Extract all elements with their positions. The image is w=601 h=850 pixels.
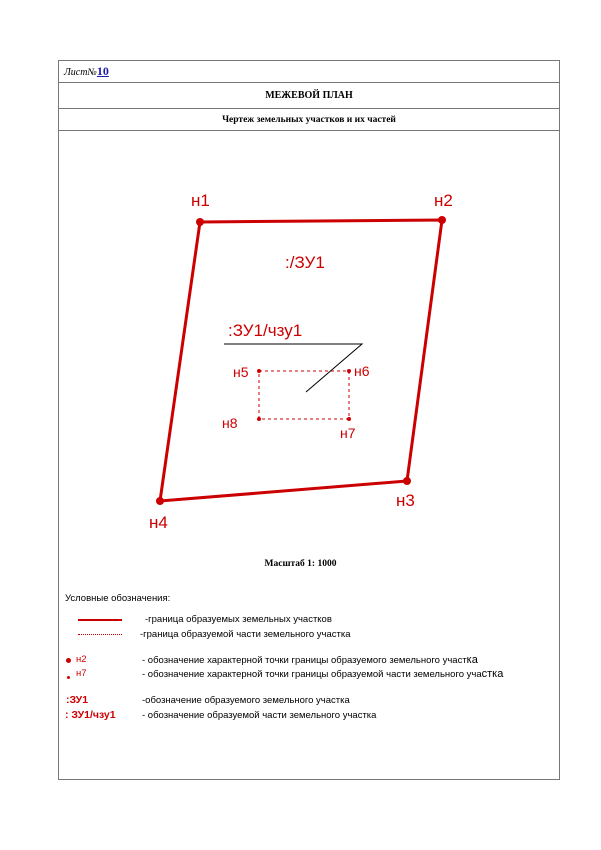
point-n2-marker	[438, 216, 446, 224]
point-n3-label: н3	[396, 491, 415, 510]
part-label: :ЗУ1/чзу1	[228, 321, 303, 340]
sheet-label: Лист№	[64, 67, 97, 78]
legend-item-part-point-text: - обозначение характерной точки границы образуемой части земельного уча	[142, 669, 482, 680]
point-n5-label: н5	[233, 364, 249, 380]
legend-solid-line-symbol	[78, 619, 122, 621]
legend-item-part-point-tail: стка	[481, 668, 504, 680]
point-n5-marker	[257, 369, 261, 373]
legend-dotted-line-symbol	[78, 634, 122, 635]
legend-large-dot-symbol	[66, 658, 71, 663]
point-n3-marker	[403, 477, 411, 485]
legend-heading: Условные обозначения:	[65, 593, 171, 604]
legend-code-n2: н2	[76, 654, 87, 665]
drawing-subtitle: Чертеж земельных участков и их частей	[222, 115, 396, 125]
point-n4-marker	[156, 497, 164, 505]
parcel-label: :/ЗУ1	[285, 253, 325, 272]
sheet-number-link[interactable]: 10	[96, 64, 109, 78]
point-n6-label: н6	[354, 363, 370, 379]
point-n6-marker	[347, 369, 351, 373]
legend-item-parcel-point-text: - обозначение характерной точки границы образуемого земельного участ	[142, 655, 467, 666]
legend-code-n7: н7	[76, 668, 87, 679]
legend-item-part-point	[142, 668, 503, 680]
point-n7-label: н7	[340, 425, 356, 441]
legend-item-parcel-designation: -обозначение образуемого земельного участка	[142, 695, 350, 706]
point-n8-marker	[257, 417, 261, 421]
part-boundary	[259, 371, 349, 419]
legend-item-part-designation: - обозначение образуемой части земельного участка	[142, 710, 377, 721]
legend-item-parcel-point-tail: ка	[466, 654, 478, 666]
legend-item-part-boundary: -граница образуемой части земельного участка	[140, 629, 351, 640]
scale-text: Масштаб 1: 1000	[264, 559, 337, 569]
document-title: МЕЖЕВОЙ ПЛАН	[265, 90, 353, 101]
legend-item-parcel-point	[142, 654, 478, 666]
legend-item-parcel-boundary: -граница образуемых земельных участков	[145, 614, 332, 625]
point-n2-label: н2	[434, 191, 453, 210]
point-n8-label: н8	[222, 415, 238, 431]
legend-small-dot-symbol	[67, 676, 70, 679]
point-n1-label: н1	[191, 191, 210, 210]
legend-code-zu1: :ЗУ1	[66, 694, 89, 706]
point-n7-marker	[347, 417, 351, 421]
legend-code-zu1-chzu1: : ЗУ1/чзу1	[65, 709, 116, 721]
point-n1-marker	[196, 218, 204, 226]
point-n4-label: н4	[149, 513, 168, 532]
